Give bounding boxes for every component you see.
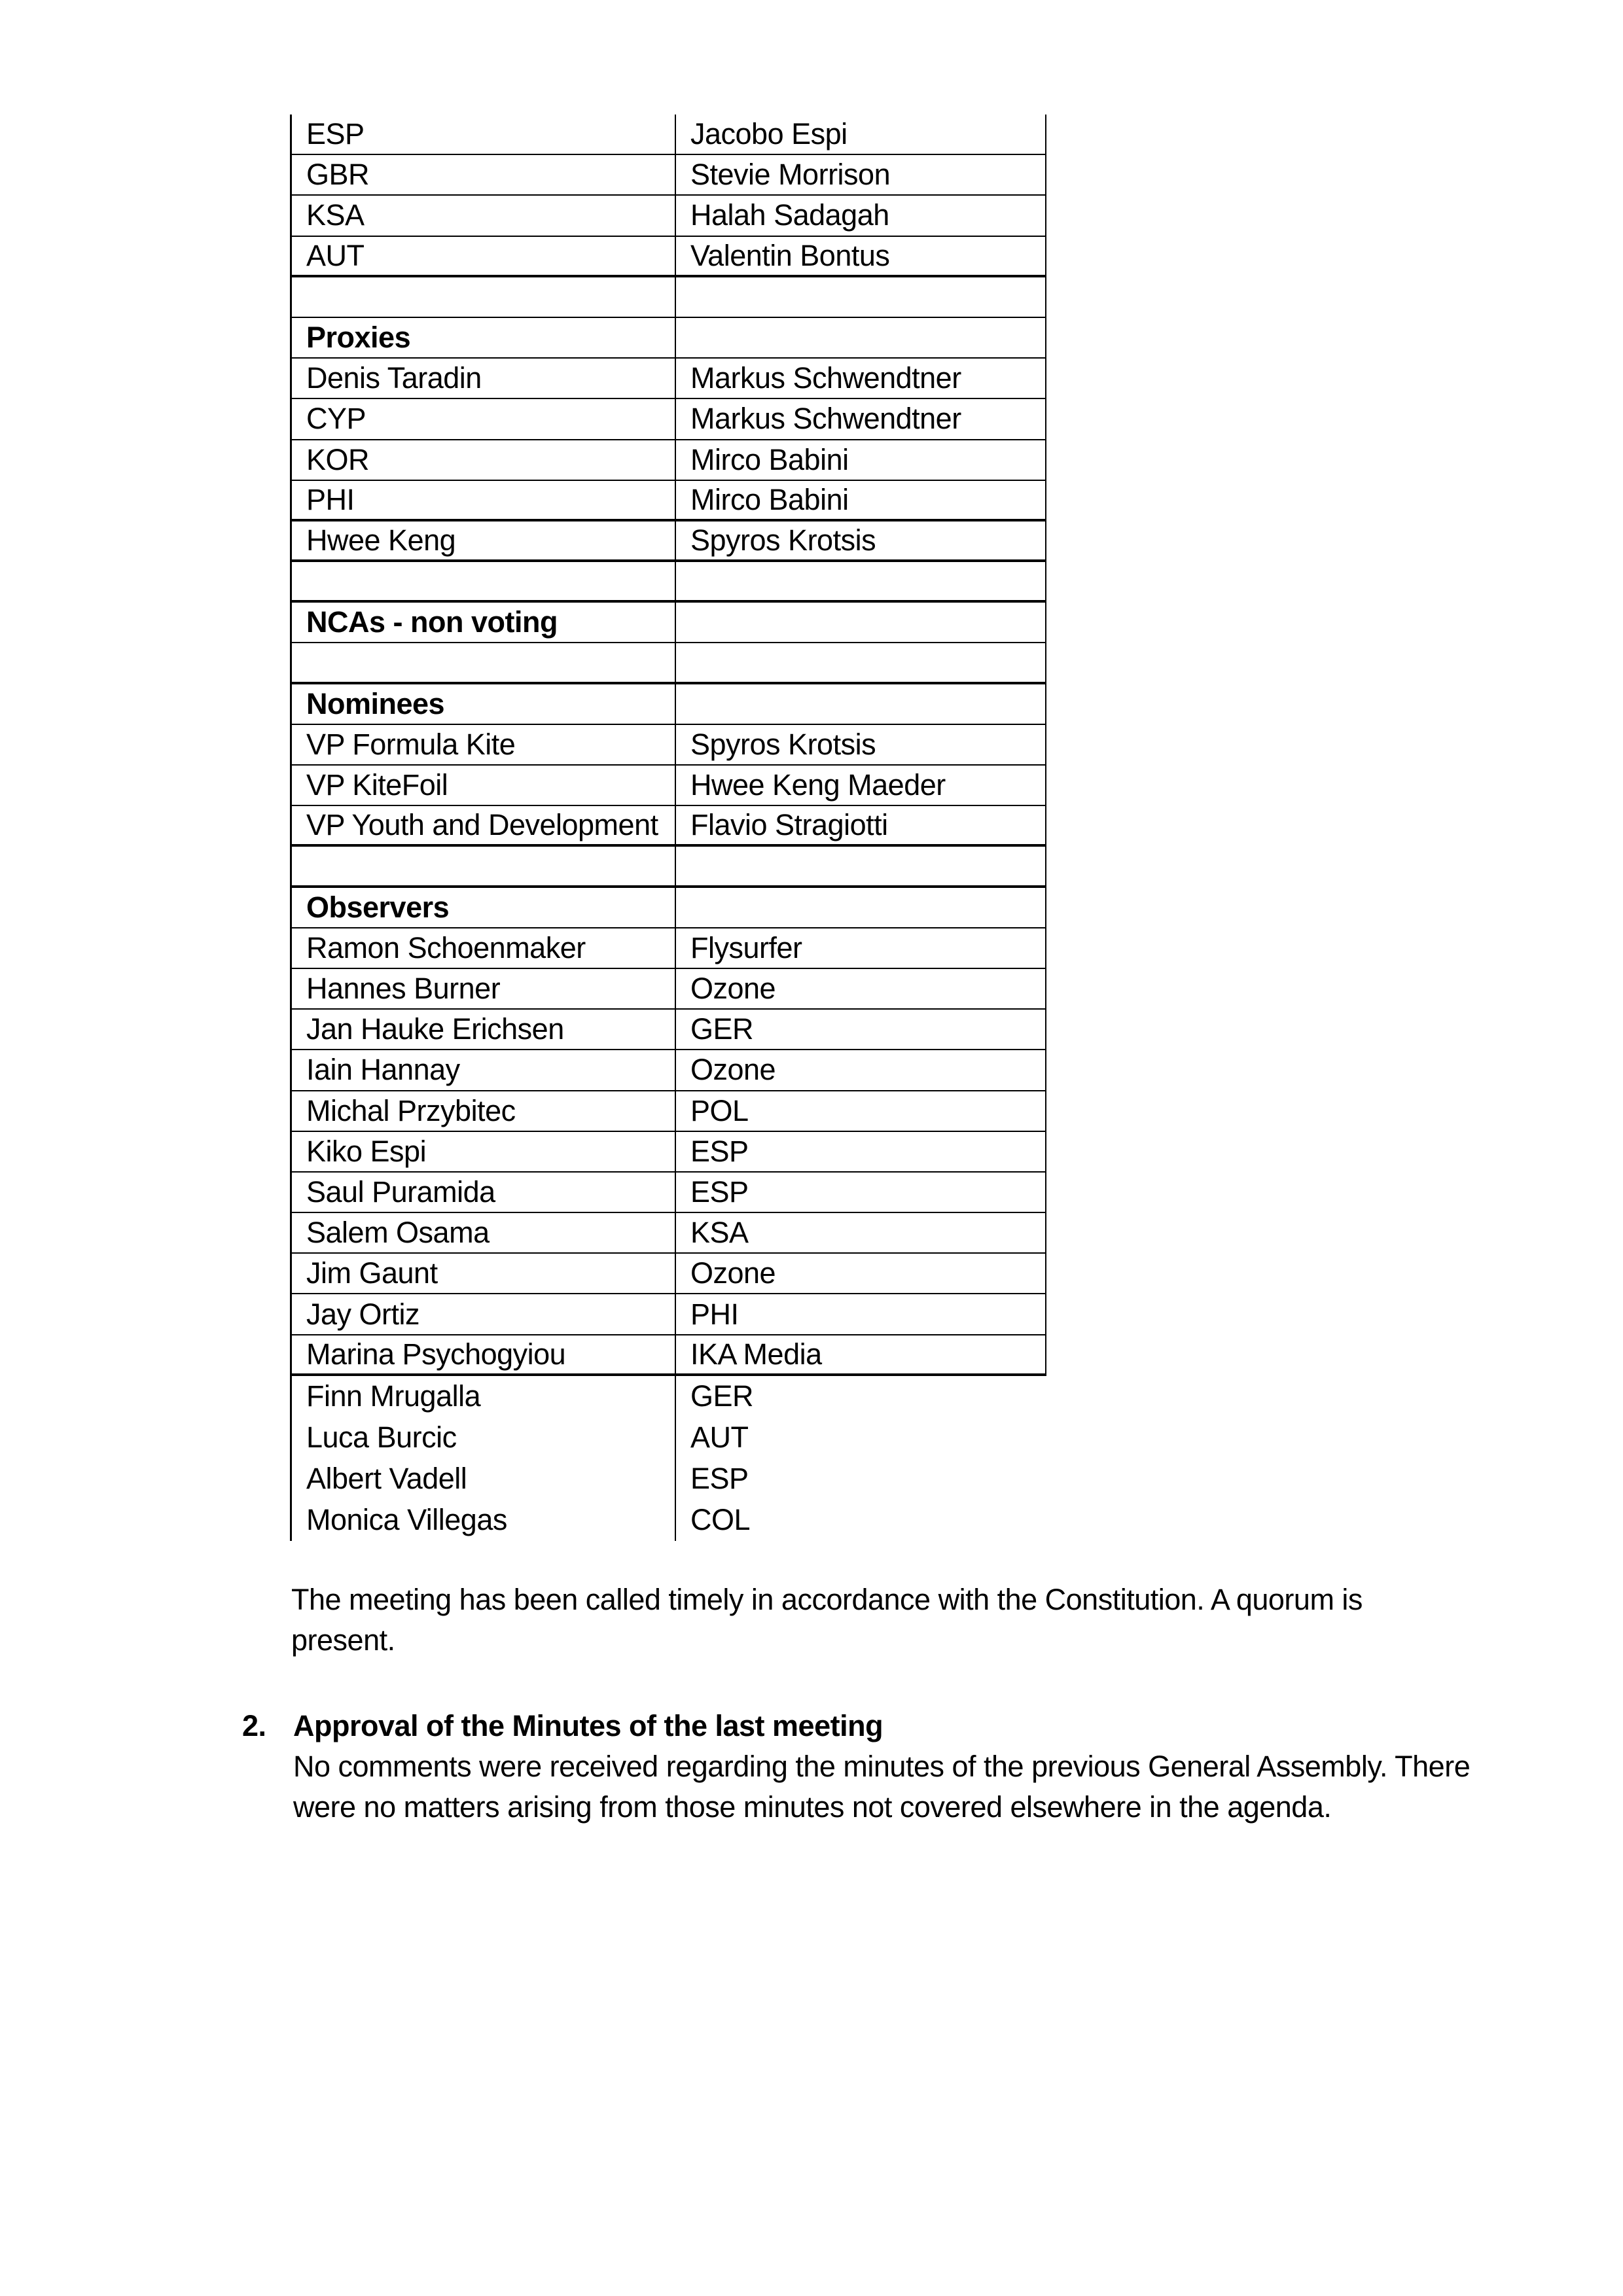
cell-right: Stevie Morrison [676,155,1046,194]
table-row [290,1417,1046,1458]
cell-left: Jim Gaunt [290,1254,676,1293]
cell-left: KOR [290,440,676,480]
cell-right: Ozone [676,969,1046,1008]
cell-left: Hwee Keng [290,521,676,559]
cell-right [676,562,1046,600]
cell-right: Flavio Stragiotti [676,806,1046,844]
cell-left: Finn Mrugalla [290,1376,676,1417]
table-row [290,277,1046,318]
cell-left: PHI [290,481,676,519]
quorum-paragraph [291,1580,1363,1661]
table-section-header-row [290,318,1046,359]
cell-right [676,277,1046,317]
cell-left: NCAs - non voting [290,603,676,642]
table-row [290,237,1046,277]
cell-right: KSA [676,1213,1046,1252]
cell-right: Hwee Keng Maeder [676,766,1046,805]
cell-left: Kiko Espi [290,1132,676,1171]
agenda-item-body-line: were no matters arising from those minutes not covered elsewhere in the agenda. [293,1790,1332,1824]
cell-right: PHI [676,1294,1046,1333]
cell-right: Spyros Krotsis [676,521,1046,559]
cell-right: Jacobo Espi [676,115,1046,154]
cell-left: VP Youth and Development [290,806,676,844]
table-row [290,1173,1046,1213]
cell-left: Albert Vadell [290,1458,676,1500]
cell-right: ESP [676,1132,1046,1171]
cell-left: Proxies [290,318,676,357]
table-row [290,1091,1046,1132]
cell-left [290,277,676,317]
cell-left [290,643,676,681]
cell-left [290,847,676,885]
cell-left: Marina Psychogyiou [290,1335,676,1373]
cell-left: Denis Taradin [290,359,676,398]
agenda-item-2 [242,1706,1470,1828]
cell-left: Jan Hauke Erichsen [290,1010,676,1049]
cell-right: Mirco Babini [676,481,1046,519]
table-row [290,1010,1046,1050]
table-row [290,1294,1046,1335]
cell-right [676,318,1046,357]
cell-left: AUT [290,237,676,275]
cell-left: Ramon Schoenmaker [290,928,676,968]
table-row [290,1335,1046,1376]
cell-left: Jay Ortiz [290,1294,676,1333]
cell-right: POL [676,1091,1046,1131]
cell-right: GER [690,1379,754,1413]
table-row [290,806,1046,847]
agenda-item-number: 2. [242,1709,266,1742]
cell-left: GBR [290,155,676,194]
cell-left: Salem Osama [290,1213,676,1252]
table-row [290,1458,1046,1500]
table-row [290,725,1046,766]
table-row [290,643,1046,684]
cell-right: Ozone [676,1050,1046,1089]
cell-left: Nominees [290,684,676,724]
table-row [290,359,1046,399]
agenda-item-body [293,1746,1470,1828]
agenda-item-content [293,1706,1470,1828]
table-row [290,1050,1046,1091]
cell-right [676,643,1046,681]
table-row [290,1254,1046,1294]
cell-left: Hannes Burner [290,969,676,1008]
table-section-header-row [290,684,1046,725]
cell-right [676,603,1046,642]
cell-left: Observers [290,888,676,927]
cell-left: KSA [290,196,676,235]
cell-left: VP Formula Kite [290,725,676,764]
table-row [290,115,1046,155]
cell-right: COL [690,1503,751,1537]
table-row [290,766,1046,806]
attendance-table [290,115,1046,1541]
cell-right: Markus Schwendtner [676,359,1046,398]
cell-left: Iain Hannay [290,1050,676,1089]
cell-right: GER [676,1010,1046,1049]
table-row [290,562,1046,603]
table-section-header-row [290,603,1046,643]
table-row [290,969,1046,1010]
cell-right: Spyros Krotsis [676,725,1046,764]
cell-right [676,888,1046,927]
cell-right: Flysurfer [676,928,1046,968]
table-row [290,196,1046,236]
quorum-paragraph-line: present. [291,1623,395,1657]
cell-right: Markus Schwendtner [676,399,1046,438]
agenda-item-heading: Approval of the Minutes of the last meeting [293,1709,883,1742]
table-row [290,928,1046,969]
agenda-item-body-line: No comments were received regarding the minutes of the previous General Assembly. There [293,1750,1471,1783]
cell-left: Luca Burcic [290,1417,676,1458]
cell-left: CYP [290,399,676,438]
table-row [290,155,1046,196]
cell-right: AUT [690,1421,749,1455]
cell-right: ESP [676,1173,1046,1212]
cell-left: VP KiteFoil [290,766,676,805]
table-row [290,440,1046,481]
table-row [290,1213,1046,1254]
cell-left: Saul Puramida [290,1173,676,1212]
table-row [290,1376,1046,1417]
quorum-paragraph-line: The meeting has been called timely in accordance with the Constitution. A quorum is [291,1583,1363,1616]
cell-right [676,847,1046,885]
cell-right: IKA Media [676,1335,1046,1373]
table-row [290,521,1046,562]
cell-right: Mirco Babini [676,440,1046,480]
cell-left: Monica Villegas [290,1500,676,1541]
cell-right [676,684,1046,724]
cell-left [290,562,676,600]
table-row [290,1132,1046,1173]
cell-right: Halah Sadagah [676,196,1046,235]
table-row [290,399,1046,440]
cell-right: ESP [690,1462,749,1496]
table-row [290,481,1046,521]
table-row [290,1500,1046,1541]
cell-right: Valentin Bontus [676,237,1046,275]
table-row [290,847,1046,887]
cell-left: Michal Przybitec [290,1091,676,1131]
cell-right: Ozone [676,1254,1046,1293]
table-section-header-row [290,888,1046,928]
cell-left: ESP [290,115,676,154]
